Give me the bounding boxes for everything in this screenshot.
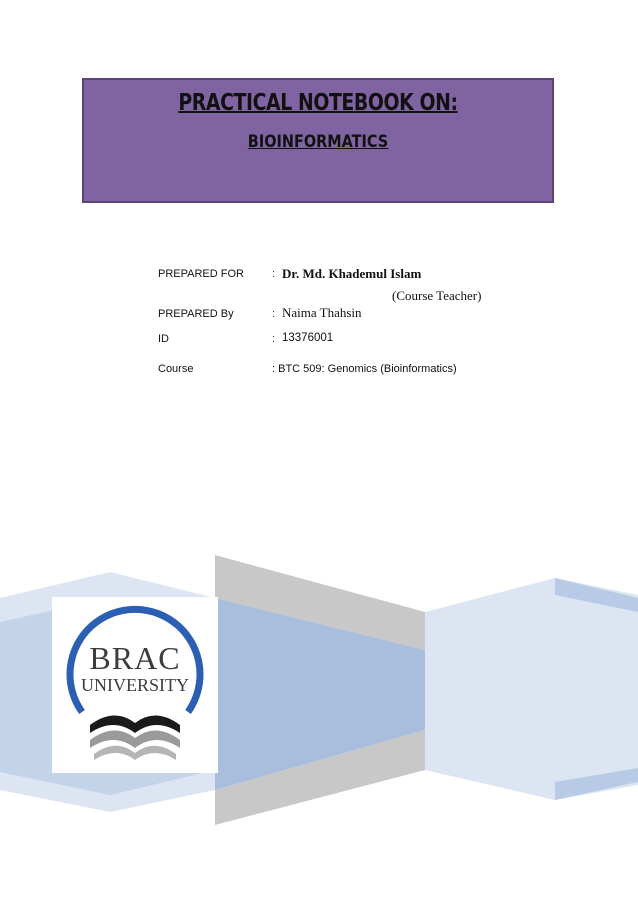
logo-chevron-light <box>90 730 180 748</box>
logo-chevron-dark <box>90 715 180 733</box>
id-label: ID <box>158 333 169 345</box>
prepared-for-value: Dr. Md. Khademul Islam <box>282 266 422 281</box>
document-title: PRACTICAL NOTEBOOK ON: <box>178 90 458 116</box>
prepared-by-label: PREPARED By <box>158 308 234 320</box>
separator: : <box>272 308 276 320</box>
separator: : <box>272 333 276 345</box>
separator: : <box>272 268 276 280</box>
university-logo <box>52 597 218 773</box>
title-banner <box>82 78 554 203</box>
prepared-for-role: (Course Teacher) <box>392 288 482 303</box>
light-right-panel <box>425 578 638 800</box>
course-label: Course <box>158 363 194 375</box>
id-value: 13376001 <box>282 332 334 344</box>
logo-text-university: UNIVERSITY <box>81 675 189 695</box>
prepared-by-value: Naima Thahsin <box>282 305 362 320</box>
prepared-for-label: PREPARED FOR <box>158 268 244 280</box>
document-subtitle: BIOINFORMATICS <box>247 132 389 152</box>
course-value: : BTC 509: Genomics (Bioinformatics) <box>272 363 457 375</box>
logo-text-brac: BRAC <box>89 640 181 676</box>
